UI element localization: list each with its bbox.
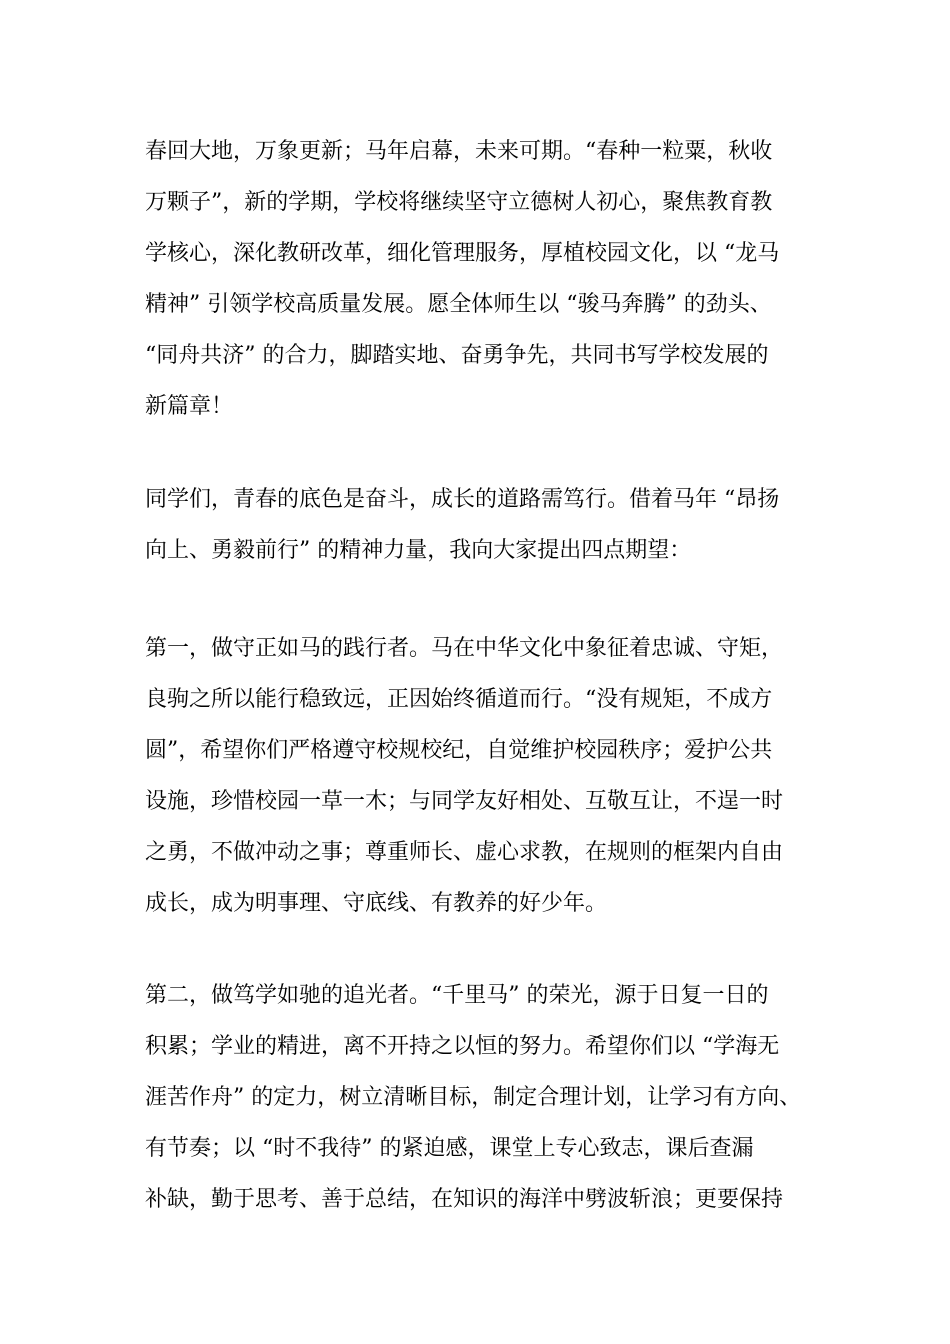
paragraph-2 (145, 489, 815, 591)
text-line: 之勇，不做冲动之事；尊重师长、虚心求教，在规则的框架内自由 (145, 840, 784, 865)
text-line: 同学们，青春的底色是奋斗，成长的道路需笃行。借着马年 “昂扬 (145, 487, 780, 512)
text-line: 积累；学业的精进，离不开持之以恒的努力。希望你们以 “学海无 (145, 1034, 780, 1059)
text-line: 第一，做守正如马的践行者。马在中华文化中象征着忠诚、守矩， (145, 636, 784, 661)
text-line: 涯苦作舟” 的定力，树立清晰目标，制定合理计划，让学习有方向、 (145, 1085, 802, 1110)
text-line: 设施，珍惜校园一草一木；与同学友好相处、互敬互让，不逞一时 (145, 789, 784, 814)
text-line: 精神” 引领学校高质量发展。愿全体师生以 “骏马奔腾” 的劲头、 (145, 292, 772, 317)
text-line: 春回大地，万象更新；马年启幕，未来可期。“春种一粒粟，秋收 (145, 139, 773, 164)
text-line: 万颗子”，新的学期，学校将继续坚守立德树人初心，聚焦教育教 (145, 190, 773, 215)
paragraph-3 (145, 638, 815, 944)
text-line: 有节奏；以 “时不我待” 的紧迫感，课堂上专心致志，课后查漏 (145, 1136, 754, 1161)
text-line: “同舟共济” 的合力，脚踏实地、奋勇争先，共同书写学校发展的 (145, 343, 769, 368)
text-line: 学核心，深化教研改革，细化管理服务，厚植校园文化，以 “龙马 (145, 241, 780, 266)
text-line: 成长，成为明事理、守底线、有教养的好少年。 (145, 891, 608, 916)
text-line: 第二，做笃学如驰的追光者。“千里马” 的荣光，源于日复一日的 (145, 983, 769, 1008)
text-line: 补缺，勤于思考、善于总结，在知识的海洋中劈波斩浪；更要保持 (145, 1187, 784, 1212)
paragraph-4 (145, 985, 815, 1240)
text-line: 圆”，希望你们严格遵守校规校纪，自觉维护校园秩序；爱护公共 (145, 738, 773, 763)
text-line: 良驹之所以能行稳致远，正因始终循道而行。“没有规矩，不成方 (145, 687, 773, 712)
text-line: 向上、勇毅前行” 的精神力量，我向大家提出四点期望： (145, 538, 692, 563)
paragraph-1 (145, 141, 815, 447)
text-line: 新篇章！ (145, 394, 234, 419)
